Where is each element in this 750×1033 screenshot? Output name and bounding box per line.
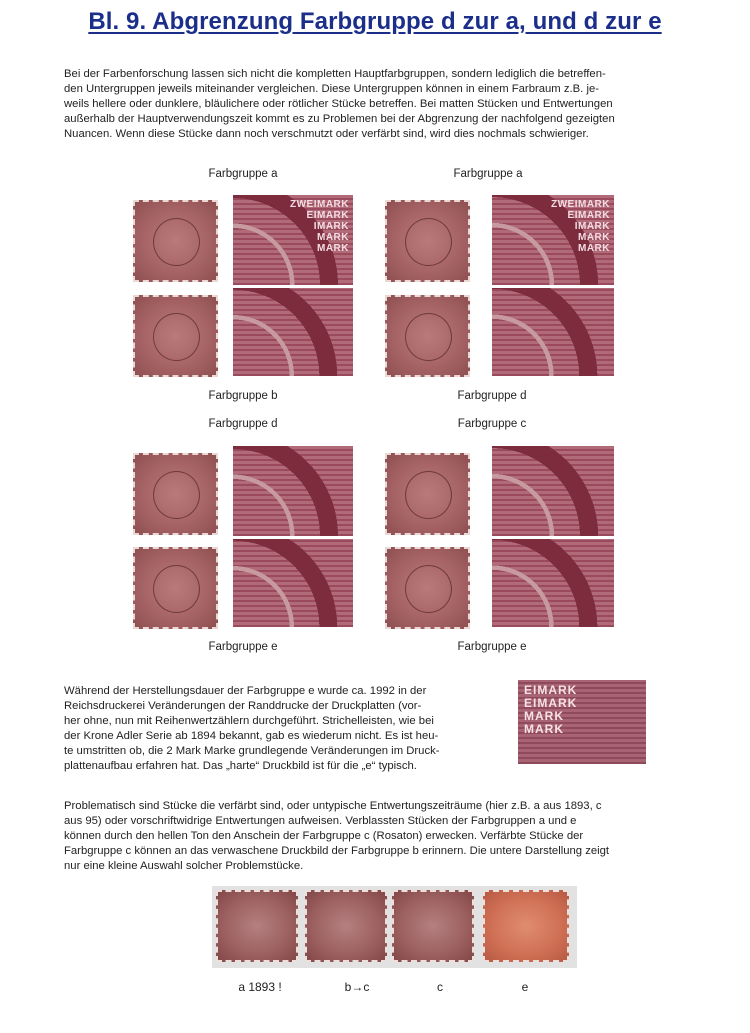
stamp-image xyxy=(385,453,470,535)
production-line: der Krone Adler Serie ab 1894 bekannt, gab es wiederum nicht. Es ist heu- xyxy=(64,730,439,742)
stamp-image xyxy=(216,890,298,962)
problem-line: aus 95) oder vorschriftwidrige Entwertungen aufweisen. Verblassten Stücken der Farbgruppen a und e xyxy=(64,815,577,827)
stamp-image xyxy=(133,295,218,377)
stamp-detail-image xyxy=(233,195,353,285)
stamp-detail-image xyxy=(233,539,353,627)
detail-label: ZWEIMARK EIMARK IMARK MARK MARK xyxy=(551,199,610,254)
problem-line: können durch den hellen Ton den Anschein der Farbgruppe c (Rosaton) erwecken. Verfärbte Stücke der xyxy=(64,830,584,842)
production-line: plattenaufbau erfahren hat. Das „harte“ Druckbild ist für die „e“ typisch. xyxy=(64,760,417,772)
strip-label-c: c xyxy=(437,980,443,994)
caption-mid-right-d: Farbgruppe d xyxy=(457,390,527,402)
caption-mid-right-c: Farbgruppe c xyxy=(457,418,527,430)
caption-low-left: Farbgruppe e xyxy=(208,641,278,653)
problem-line: nur eine kleine Auswahl solcher Problemstücke. xyxy=(64,860,304,872)
production-line: te umstritten ob, die 2 Mark Marke grundlegende Veränderungen im Druck- xyxy=(64,745,440,757)
stamp-image xyxy=(385,295,470,377)
stamp-image xyxy=(133,547,218,629)
strip-label-b-c: b→c xyxy=(344,980,370,994)
stamp-image xyxy=(385,547,470,629)
problem-paragraph xyxy=(64,799,688,874)
stamp-image xyxy=(392,890,474,962)
strip-label-a: a 1893 ! xyxy=(238,980,282,994)
stamp-image xyxy=(483,890,569,962)
stamp-image xyxy=(385,200,470,282)
intro-line: weils hellere oder dunklere, bläulichere oder rötlicher Stücke betreffen. Bei matten Stücken und Entwertungen xyxy=(64,98,613,110)
caption-top-right: Farbgruppe a xyxy=(453,168,523,180)
strip-label-e: e xyxy=(521,980,529,994)
stamp-detail-image xyxy=(233,288,353,376)
detail-label: ZWEIMARK EIMARK IMARK MARK MARK xyxy=(290,199,349,254)
production-line: Reichsdruckerei Veränderungen der Randdrucke der Druckplatten (vor- xyxy=(64,700,422,712)
caption-mid-left-b: Farbgruppe b xyxy=(208,390,278,402)
intro-line: außerhalb der Hauptverwendungszeit kommt es zu Problemen bei der Abgrenzung der nachfolgend gezeigten xyxy=(64,113,615,125)
stamp-image xyxy=(133,453,218,535)
stamp-detail-image xyxy=(233,446,353,536)
stamp-image xyxy=(133,200,218,282)
caption-top-left: Farbgruppe a xyxy=(208,168,278,180)
intro-paragraph xyxy=(64,67,688,142)
stamp-detail-image xyxy=(492,195,614,285)
production-paragraph xyxy=(64,684,496,774)
page-title: Bl. 9. Abgrenzung Farbgruppe d zur a, und d zur e xyxy=(88,8,662,35)
intro-line: den Untergruppen jeweils miteinander vergleichen. Diese Untergruppen können in einem Farbraum z.B. je- xyxy=(64,83,600,95)
print-detail-image xyxy=(518,680,646,764)
intro-line: Bei der Farbenforschung lassen sich nicht die kompletten Hauptfarbgruppen, sondern lediglich die betreffen- xyxy=(64,68,606,80)
production-line: Während der Herstellungsdauer der Farbgruppe e wurde ca. 1992 in der xyxy=(64,685,427,697)
intro-line: Nuancen. Wenn diese Stücke dann noch verschmutzt oder verfärbt sind, wird dies nochmals schwieriger. xyxy=(64,128,589,140)
stamp-detail-image xyxy=(492,288,614,376)
print-detail-label: EIMARK EIMARK MARK MARK xyxy=(524,683,578,736)
caption-mid-left-d: Farbgruppe d xyxy=(208,418,278,430)
problem-line: Problematisch sind Stücke die verfärbt sind, oder untypische Entwertungszeiträume (hier z.B. a aus 1893, c xyxy=(64,800,602,812)
production-line: her ohne, nun mit Reihenwertzählern durchgeführt. Strichelleisten, wie bei xyxy=(64,715,434,727)
stamp-detail-image xyxy=(492,446,614,536)
caption-low-right: Farbgruppe e xyxy=(457,641,527,653)
stamp-detail-image xyxy=(492,539,614,627)
problem-line: Farbgruppe c können an das verwaschene Druckbild der Farbgruppe b erinnern. Die untere Darstellung zeigt xyxy=(64,845,610,857)
stamp-image xyxy=(305,890,387,962)
